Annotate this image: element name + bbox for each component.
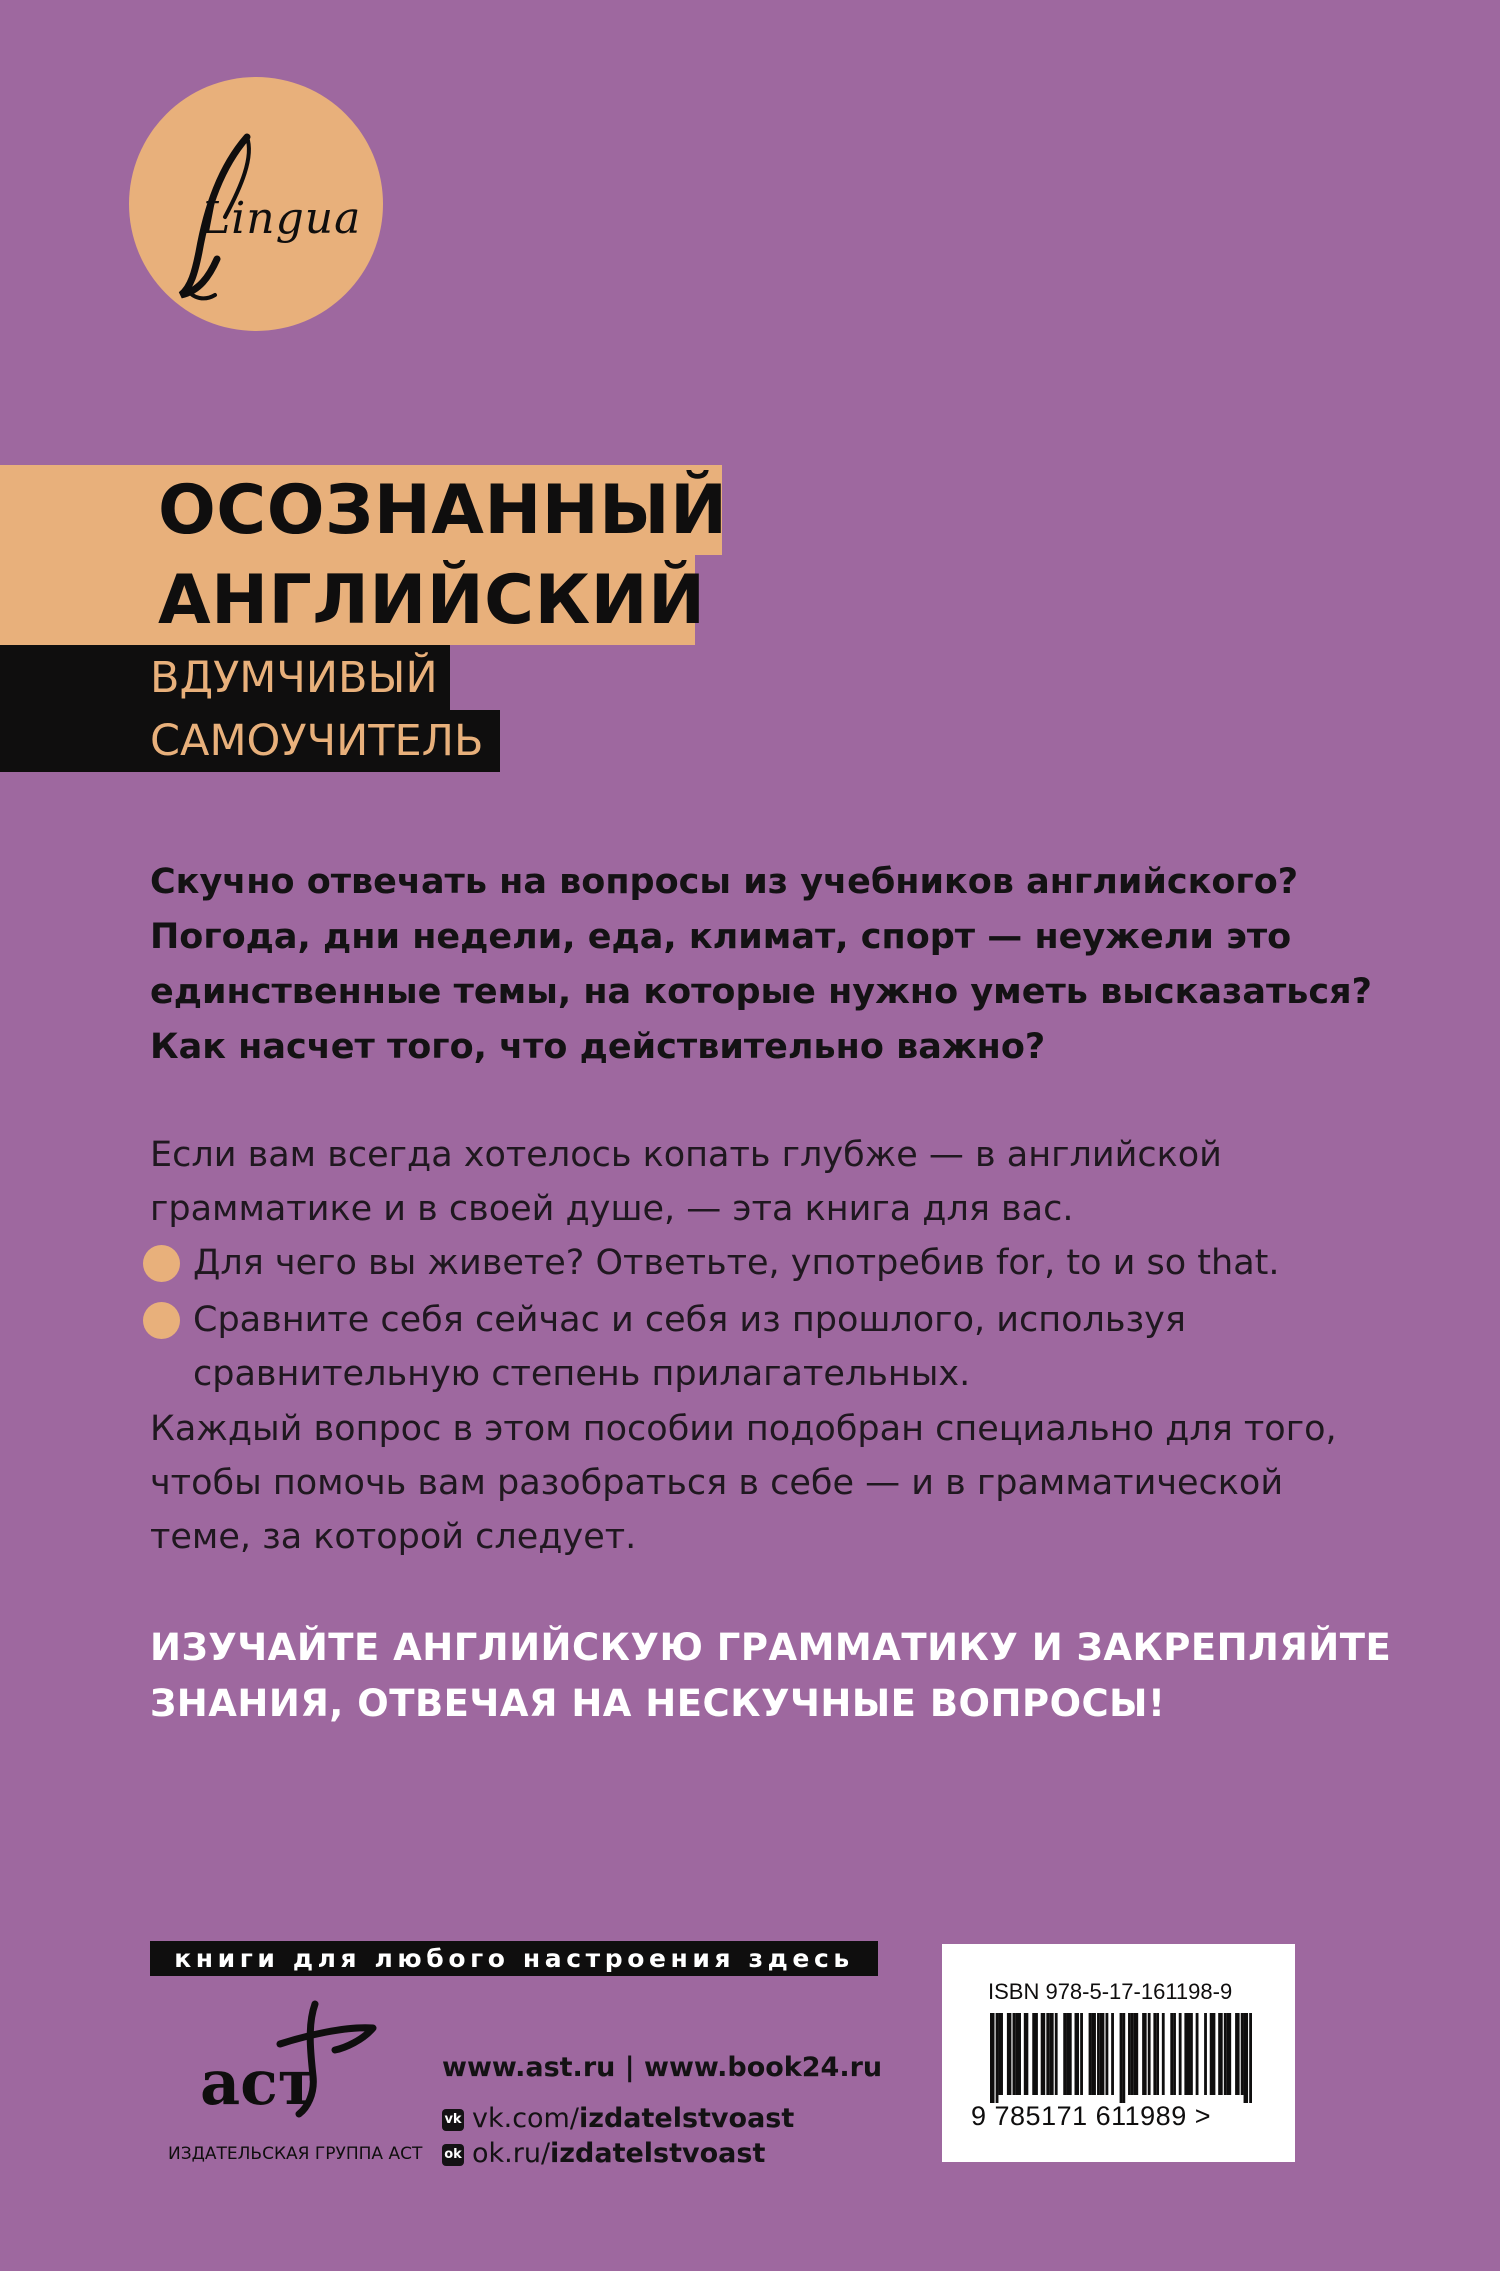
lead-line: грамматике и в своей душе, — эта книга для вас. <box>150 1189 1074 1229</box>
barcode-bar <box>1227 2013 1232 2095</box>
barcode-bar <box>1218 2013 1223 2095</box>
barcode-bar <box>1080 2013 1083 2095</box>
intro-line: Как насчет того, что действительно важно? <box>150 1027 1046 1067</box>
barcode-bar <box>1190 2013 1193 2095</box>
social-link-ok[interactable] <box>472 2138 765 2169</box>
barcode-bar <box>1069 2013 1072 2095</box>
barcode-bar <box>990 2013 995 2103</box>
barcode-bar <box>1049 2013 1054 2095</box>
barcode-bar <box>1244 2013 1249 2103</box>
book-title-line-2: АНГЛИЙСКИЙ <box>158 561 706 640</box>
barcode-bar <box>1063 2013 1066 2095</box>
barcode-bar <box>1153 2013 1156 2095</box>
barcode-bar <box>1035 2013 1038 2095</box>
intro-line: Скучно отвечать на вопросы из учебников английского? <box>150 862 1299 902</box>
barcode-bar <box>1046 2013 1049 2095</box>
barcode-bar <box>1018 2013 1021 2095</box>
publisher-caption: ИЗДАТЕЛЬСКАЯ ГРУППА АСТ <box>168 2144 423 2164</box>
intro-line: Погода, дни недели, еда, климат, спорт — неужели это <box>150 917 1292 957</box>
barcode-bar <box>1100 2013 1105 2095</box>
book-subtitle-line-1: ВДУМЧИВЫЙ <box>150 653 438 703</box>
logo-wordmark: Lingua <box>201 193 362 244</box>
social-link-prefix: vk.com/ <box>472 2103 579 2134</box>
barcode-bar <box>1156 2013 1159 2095</box>
barcode-bar <box>1007 2013 1012 2095</box>
lead-line: Если вам всегда хотелось копать глубже — в английской <box>150 1135 1222 1175</box>
barcode-bar <box>1170 2013 1173 2095</box>
barcode-bar <box>1187 2013 1190 2095</box>
barcode-bar <box>1235 2013 1240 2095</box>
tagline: книги для любого настроения здесь <box>150 1941 878 1976</box>
barcode-bar <box>1024 2013 1029 2095</box>
intro-line: единственные темы, на которые нужно уметь высказаться? <box>150 972 1372 1012</box>
barcode-bar <box>1224 2013 1227 2095</box>
social-link-handle: izdatelstvoast <box>578 2103 795 2134</box>
call-to-action-line: ИЗУЧАЙТЕ АНГЛИЙСКУЮ ГРАММАТИКУ И ЗАКРЕПЛЯЙТЕ <box>150 1626 1392 1669</box>
bullet-item: Для чего вы живете? Ответьте, употребив for, to и so that. <box>193 1243 1280 1283</box>
barcode-bar <box>1131 2013 1134 2095</box>
barcode-bar <box>1055 2013 1058 2095</box>
barcode-bar <box>1111 2013 1114 2095</box>
barcode-bar <box>1241 2013 1244 2095</box>
barcode-bar <box>1041 2013 1046 2095</box>
ok-icon: ok <box>442 2144 464 2166</box>
website-links[interactable]: www.ast.ru | www.book24.ru <box>442 2052 883 2083</box>
barcode-bar <box>1148 2013 1151 2095</box>
barcode-bar <box>1213 2013 1216 2095</box>
barcode-bar <box>1122 2013 1125 2103</box>
bullet-item: Сравните себя сейчас и себя из прошлого, используя <box>193 1300 1186 1340</box>
barcode-bar <box>1128 2013 1131 2095</box>
barcode-digits: 9 785171 611989 > <box>971 2101 1211 2131</box>
barcode-bar <box>1249 2013 1252 2103</box>
barcode-bar <box>1204 2013 1207 2095</box>
barcode-bar <box>1091 2013 1096 2095</box>
barcode-bar <box>1196 2013 1199 2095</box>
barcode-bar <box>1173 2013 1176 2095</box>
lingua-logo <box>129 77 383 331</box>
book-subtitle-line-2: САМОУЧИТЕЛЬ <box>150 716 484 766</box>
barcode-bar <box>1075 2013 1080 2095</box>
book-title-line-1: ОСОЗНАННЫЙ <box>158 471 728 550</box>
vk-icon: vk <box>442 2109 464 2131</box>
bullet-icon <box>143 1302 180 1339</box>
barcode-bar <box>998 2013 1003 2095</box>
barcode-bar <box>1106 2013 1109 2095</box>
closing-line: чтобы помочь вам разобраться в себе — и в грамматической <box>150 1463 1284 1503</box>
barcode-bar <box>1142 2013 1147 2095</box>
barcode-bar <box>1162 2013 1165 2095</box>
bullet-item-continuation: сравнительную степень прилагательных. <box>193 1354 971 1394</box>
bullet-icon <box>143 1245 180 1282</box>
publisher-logo-text: аст <box>200 2046 317 2119</box>
social-link-handle: izdatelstvoast <box>550 2138 766 2169</box>
social-link-vk[interactable] <box>472 2103 794 2134</box>
barcode-bar <box>1120 2013 1123 2103</box>
barcode-bar <box>1134 2013 1139 2095</box>
barcode-bar <box>996 2013 999 2103</box>
closing-line: теме, за которой следует. <box>150 1517 637 1557</box>
barcode-bar <box>1013 2013 1016 2095</box>
isbn-label: ISBN 978-5-17-161198-9 <box>988 1979 1233 2004</box>
closing-line: Каждый вопрос в этом пособии подобран специально для того, <box>150 1409 1337 1449</box>
barcode-bar <box>1097 2013 1100 2095</box>
barcode-bar <box>1089 2013 1092 2095</box>
call-to-action-line: ЗНАНИЯ, ОТВЕЧАЯ НА НЕСКУЧНЫЕ ВОПРОСЫ! <box>150 1682 1166 1725</box>
barcode-icon <box>990 2013 1252 2103</box>
barcode-bar <box>1179 2013 1182 2095</box>
social-link-prefix: ok.ru/ <box>472 2138 551 2169</box>
